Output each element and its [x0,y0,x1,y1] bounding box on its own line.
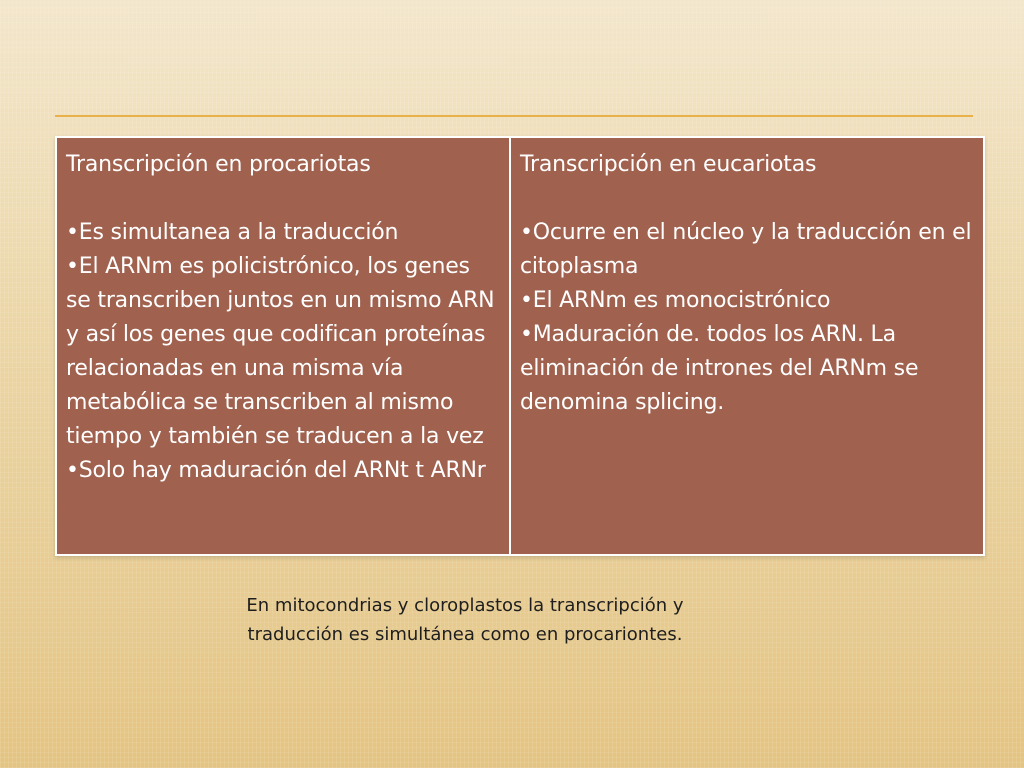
prokaryote-cell [57,138,509,554]
eukaryote-point-2: •El ARNm es monocistrónico [520,288,831,313]
prokaryote-point-2: •El ARNm es policistrónico, los genes se transcriben juntos en un mismo ARN y así los genes que codifican proteínas relacionadas en una misma vía metabólica se transcriben al mismo tiempo y también se traducen a la vez [66,254,495,449]
eukaryote-point-3: •Maduración de. todos los ARN. La eliminación de intrones del ARNm se denomina splicing. [520,322,919,415]
prokaryote-heading: Transcripción en procariotas [66,152,371,177]
prokaryote-point-3: •Solo hay maduración del ARNt t ARNr [66,458,486,483]
eukaryote-point-1: •Ocurre en el núcleo y la traducción en el citoplasma [520,220,972,279]
prokaryote-point-1: •Es simultanea a la traducción [66,220,399,245]
divider-line [55,115,973,117]
eukaryote-cell [511,138,983,554]
footnote-line-2: traducción es simultánea como en procariontes. [247,624,683,645]
comparison-table [55,136,985,556]
footnote-line-1: En mitocondrias y cloroplastos la transcripción y [246,595,684,616]
eukaryote-heading: Transcripción en eucariotas [520,152,817,177]
footnote [195,591,735,649]
